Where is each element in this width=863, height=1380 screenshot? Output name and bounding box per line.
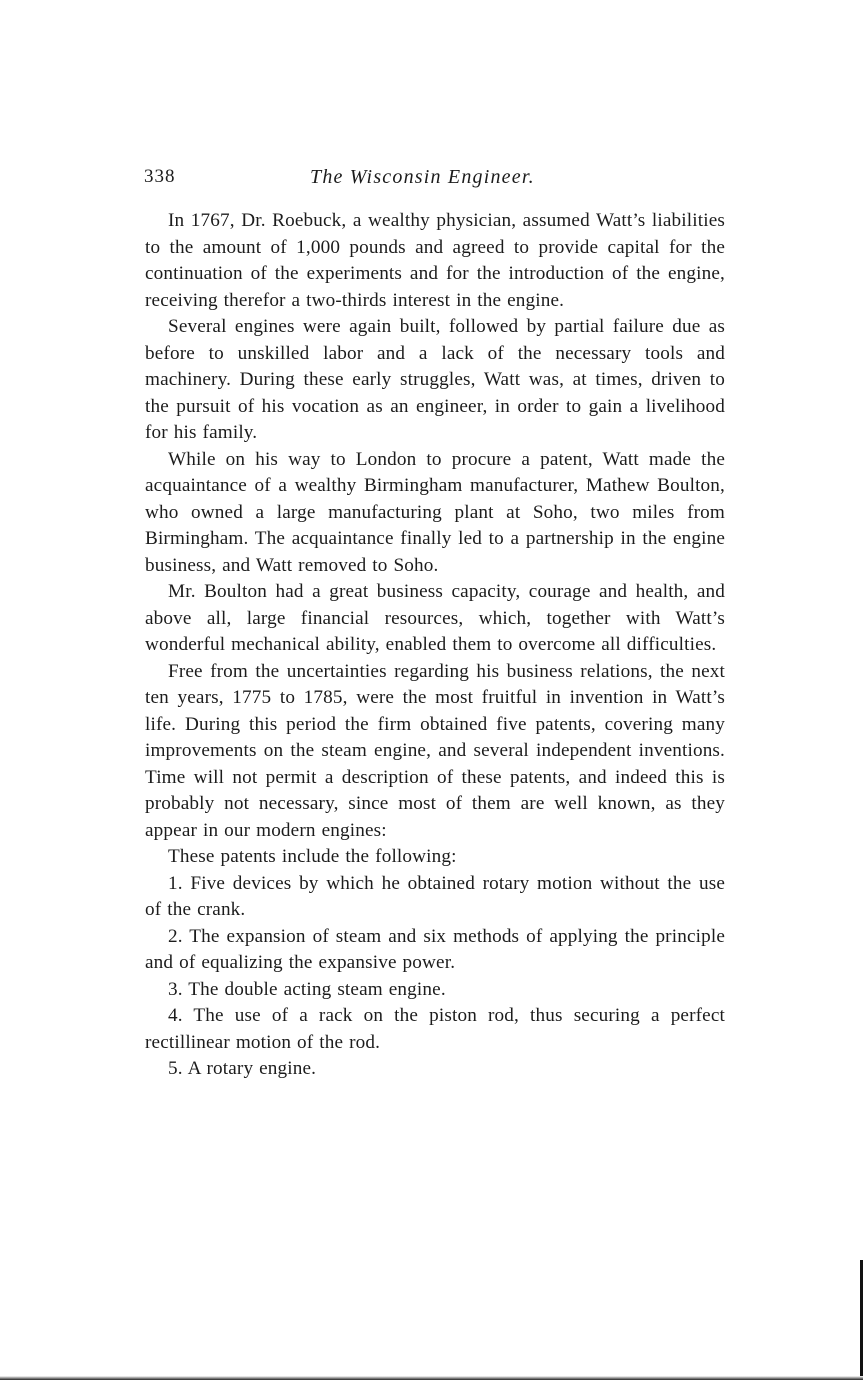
patent-item: 1. Five devices by which he obtained rotary motion without the use of the crank. <box>145 872 725 920</box>
body-text <box>145 208 725 1083</box>
paragraph-boulton-acquaintance: While on his way to London to procure a patent, Watt made the acquaintance of a wealthy Birmingham manufacturer, Mathew Boulton, who owned a large manufacturing plant at Soho, two miles from Birmingham. The acquaintance finally led to a partnership in the engine business, and Watt removed to Soho. <box>145 448 725 576</box>
patent-item: 3. The double acting steam engine. <box>168 978 446 1000</box>
patent-item: 5. A rotary engine. <box>168 1058 317 1079</box>
paragraph-roebuck: In 1767, Dr. Roebuck, a wealthy physician, assumed Watt’s liabilities to the amount of 1,000 pounds and agreed to provide capital for the continuation of the experiments and for the introduction of the engine, receiving therefor a two-thirds interest in the engine. <box>145 210 725 311</box>
patent-item: 4. The use of a rack on the piston rod, thus securing a perfect rectillinear motion of the rod. <box>145 1005 725 1053</box>
patent-item: 2. The expansion of steam and six methods of applying the principle and of equalizing the expansive power. <box>145 925 725 973</box>
running-title: The Wisconsin Engineer. <box>310 166 535 188</box>
page-number: 338 <box>144 166 176 187</box>
paragraph-engines-built: Several engines were again built, followed by partial failure due as before to unskilled labor and a lack of the necessary tools and machinery. During these early struggles, Watt was, at times, driven to the pursuit of his vocation as an engineer, in order to gain a livelihood for his family. <box>145 316 725 443</box>
paragraph-boulton-capacity: Mr. Boulton had a great business capacity, courage and health, and above all, large financial resources, which, together with Watt’s wonderful mechanical ability, enabled them to overcome all difficulties. <box>145 581 725 655</box>
paragraph-fruitful-years: Free from the uncertainties regarding his business relations, the next ten years, 1775 to 1785, were the most fruitful in invention in Watt’s life. During this period the firm obtained five patents, covering many improvements on the steam engine, and several independent inventions. Time will not permit a description of these patents, and indeed this is probably not necessary, since most of them are well known, as they appear in our modern engines: <box>145 660 725 841</box>
page-header <box>144 166 724 196</box>
paragraph-patents-intro: These patents include the following: <box>168 846 457 867</box>
scan-bottom-edge <box>0 1376 863 1380</box>
